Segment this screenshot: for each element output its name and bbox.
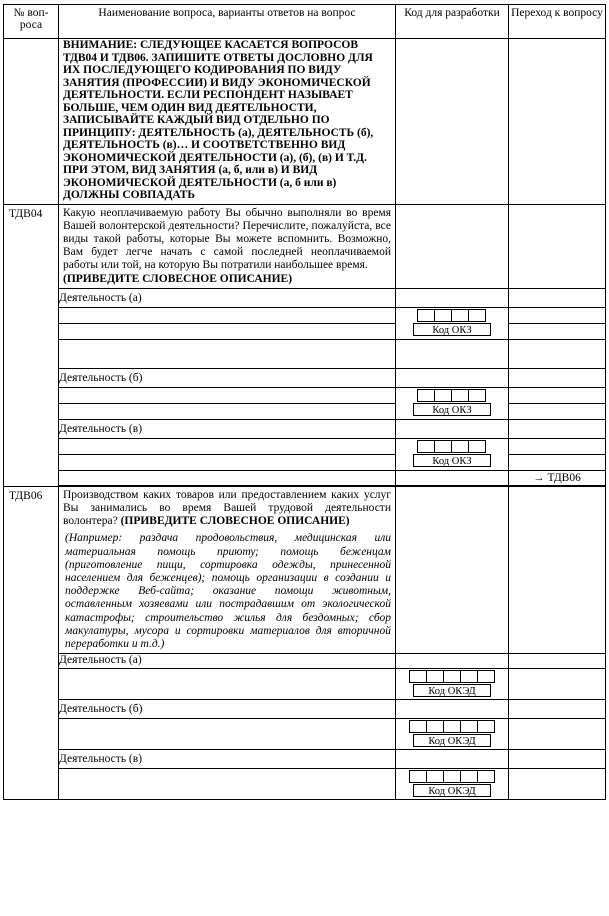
q1-activity-c-line-1[interactable] — [59, 438, 396, 454]
q1-activity-a-line-3[interactable] — [59, 339, 396, 368]
q2-code-b[interactable] — [396, 719, 509, 750]
header-jump: Переход к вопросу — [509, 5, 606, 39]
q1-question-row — [4, 204, 606, 288]
q1-activity-c-label: Деятельность (в) — [59, 419, 396, 438]
q1-code-b[interactable] — [396, 387, 509, 419]
q2-activity-b-line[interactable] — [59, 719, 396, 750]
q1-instruction: (ПРИВЕДИТЕ СЛОВЕСНОЕ ОПИСАНИЕ) — [63, 272, 293, 285]
notice-text: ВНИМАНИЕ: СЛЕДУЮЩЕЕ КАСАЕТСЯ ВОПРОСОВ ТДВ04 И ТДВ06. ЗАПИШИТЕ ОТВЕТЫ ДОСЛОВНО ДЛЯ ИХ ПОСЛЕДУЮЩЕГО КОДИРОВАНИЯ ПО ВИДУ ЗАНЯТИЯ (ПРОФЕССИИ) И ВИДУ ЭКОНОМИЧЕСКОЙ ДЕЯТЕЛЬНОСТИ. ЕСЛИ РЕСПОНДЕНТ НАЗЫВАЕТ БОЛЬШЕ, ЧЕМ ОДИН ВИД ДЕЯТЕЛЬНОСТИ, ЗАПИСЫВАЙТЕ КАЖДЫЙ ВИД ОТДЕЛЬНО ПО ПРИНЦИПУ: ДЕЯТЕЛЬНОСТЬ (а), ДЕЯТЕЛЬНОСТЬ (б), ДЕЯТЕЛЬНОСТЬ (в)… И СООТВЕТСТВЕННО ВИД ЭКОНОМИЧЕСКОЙ ДЕЯТЕЛЬНОСТИ (а), (б), (в) И Т.Д. ПРИ ЭТОМ, ВИД ЗАНЯТИЯ (а, б, или в) И ВИД ЭКОНОМИЧЕСКОЙ ДЕЯТЕЛЬНОСТИ (а, б или в) ДОЛЖНЫ СОВПАДАТЬ — [59, 39, 396, 205]
q2-example: (Например: раздача продовольствия, медицинская или материальная помощь приюту; помощь беженцам (приготовление пищи, сортировка одежды, принесенной населением для беженцев); помощь организации в создании и поддержке Веб-сайта; оказание помощи животным, оставленным хозяевами или пострадавшим от экологической катастрофы; строительство жилья для бездомных; сбор макулатуры, мусора и сортировки материалов для вторичной переработки и т.д.) — [65, 532, 391, 650]
q2-code-b-label: Код ОКЭД — [413, 734, 491, 747]
q1-activity-b-line-2[interactable] — [59, 403, 396, 419]
q2-question-cell — [59, 486, 396, 653]
q2-code-c-boxes[interactable] — [396, 770, 508, 783]
q1-code-a-boxes[interactable] — [396, 309, 508, 322]
q2-code-c-label: Код ОКЭД — [413, 784, 491, 797]
q2-activity-a-line[interactable] — [59, 669, 396, 700]
q1-activity-b-label: Деятельность (б) — [59, 368, 396, 387]
q1-code-b-boxes[interactable] — [396, 389, 508, 402]
q1-jump[interactable]: → ТДВ06 — [509, 470, 606, 485]
q1-activity-a-label: Деятельность (а) — [59, 288, 396, 307]
q2-number: ТДВ06 — [4, 486, 59, 799]
header-code: Код для разработки — [396, 5, 509, 39]
q1-activity-a-line-1[interactable] — [59, 307, 396, 323]
q2-instruction: (ПРИВЕДИТЕ СЛОВЕСНОЕ ОПИСАНИЕ) — [120, 515, 350, 528]
questionnaire-table — [3, 4, 606, 800]
header-name: Наименование вопроса, варианты ответов на вопрос — [59, 5, 396, 39]
q1-code-a[interactable] — [396, 307, 509, 339]
q1-code-c-boxes[interactable] — [396, 440, 508, 453]
q2-code-a-label: Код ОКЭД — [413, 684, 491, 697]
q1-activity-a-line-2[interactable] — [59, 323, 396, 339]
q1-question-cell — [59, 204, 396, 288]
q2-activity-b-label: Деятельность (б) — [59, 700, 396, 719]
header-num: № воп-роса — [4, 5, 59, 39]
q1-activity-b-line-1[interactable] — [59, 387, 396, 403]
header-row — [4, 5, 606, 39]
q2-activity-c-label: Деятельность (в) — [59, 750, 396, 769]
q2-question-row — [4, 486, 606, 653]
q1-number: ТДВ04 — [4, 204, 59, 486]
q1-code-c-label: Код ОКЗ — [413, 454, 491, 467]
q2-activity-a-label: Деятельность (а) — [59, 654, 396, 669]
q2-code-a[interactable] — [396, 669, 509, 700]
q2-code-b-boxes[interactable] — [396, 720, 508, 733]
q1-question-text: Какую неоплачиваемую работу Вы обычно выполняли во время Вашей волонтерской деятельности? Перечислите, пожалуйста, все виды такой работы, которые Вы можете вспомнить. Возможно, Вам будет легче начать с самой последней неоплачиваемой работы или той, на которую Вы потратили наибольшее время. — [63, 206, 391, 272]
q2-activity-c-line[interactable] — [59, 769, 396, 800]
q1-code-b-label: Код ОКЗ — [413, 403, 491, 416]
notice-row — [4, 39, 606, 205]
q1-code-a-label: Код ОКЗ — [413, 323, 491, 336]
q1-activity-c-line-2[interactable] — [59, 454, 396, 470]
q2-code-c[interactable] — [396, 769, 509, 800]
q2-question-text: Производством каких товаров или предоставлением каких услуг Вы занимались во время Вашей трудовой деятельности волонтера? — [63, 488, 391, 528]
q1-code-c[interactable] — [396, 438, 509, 470]
q2-code-a-boxes[interactable] — [396, 670, 508, 683]
